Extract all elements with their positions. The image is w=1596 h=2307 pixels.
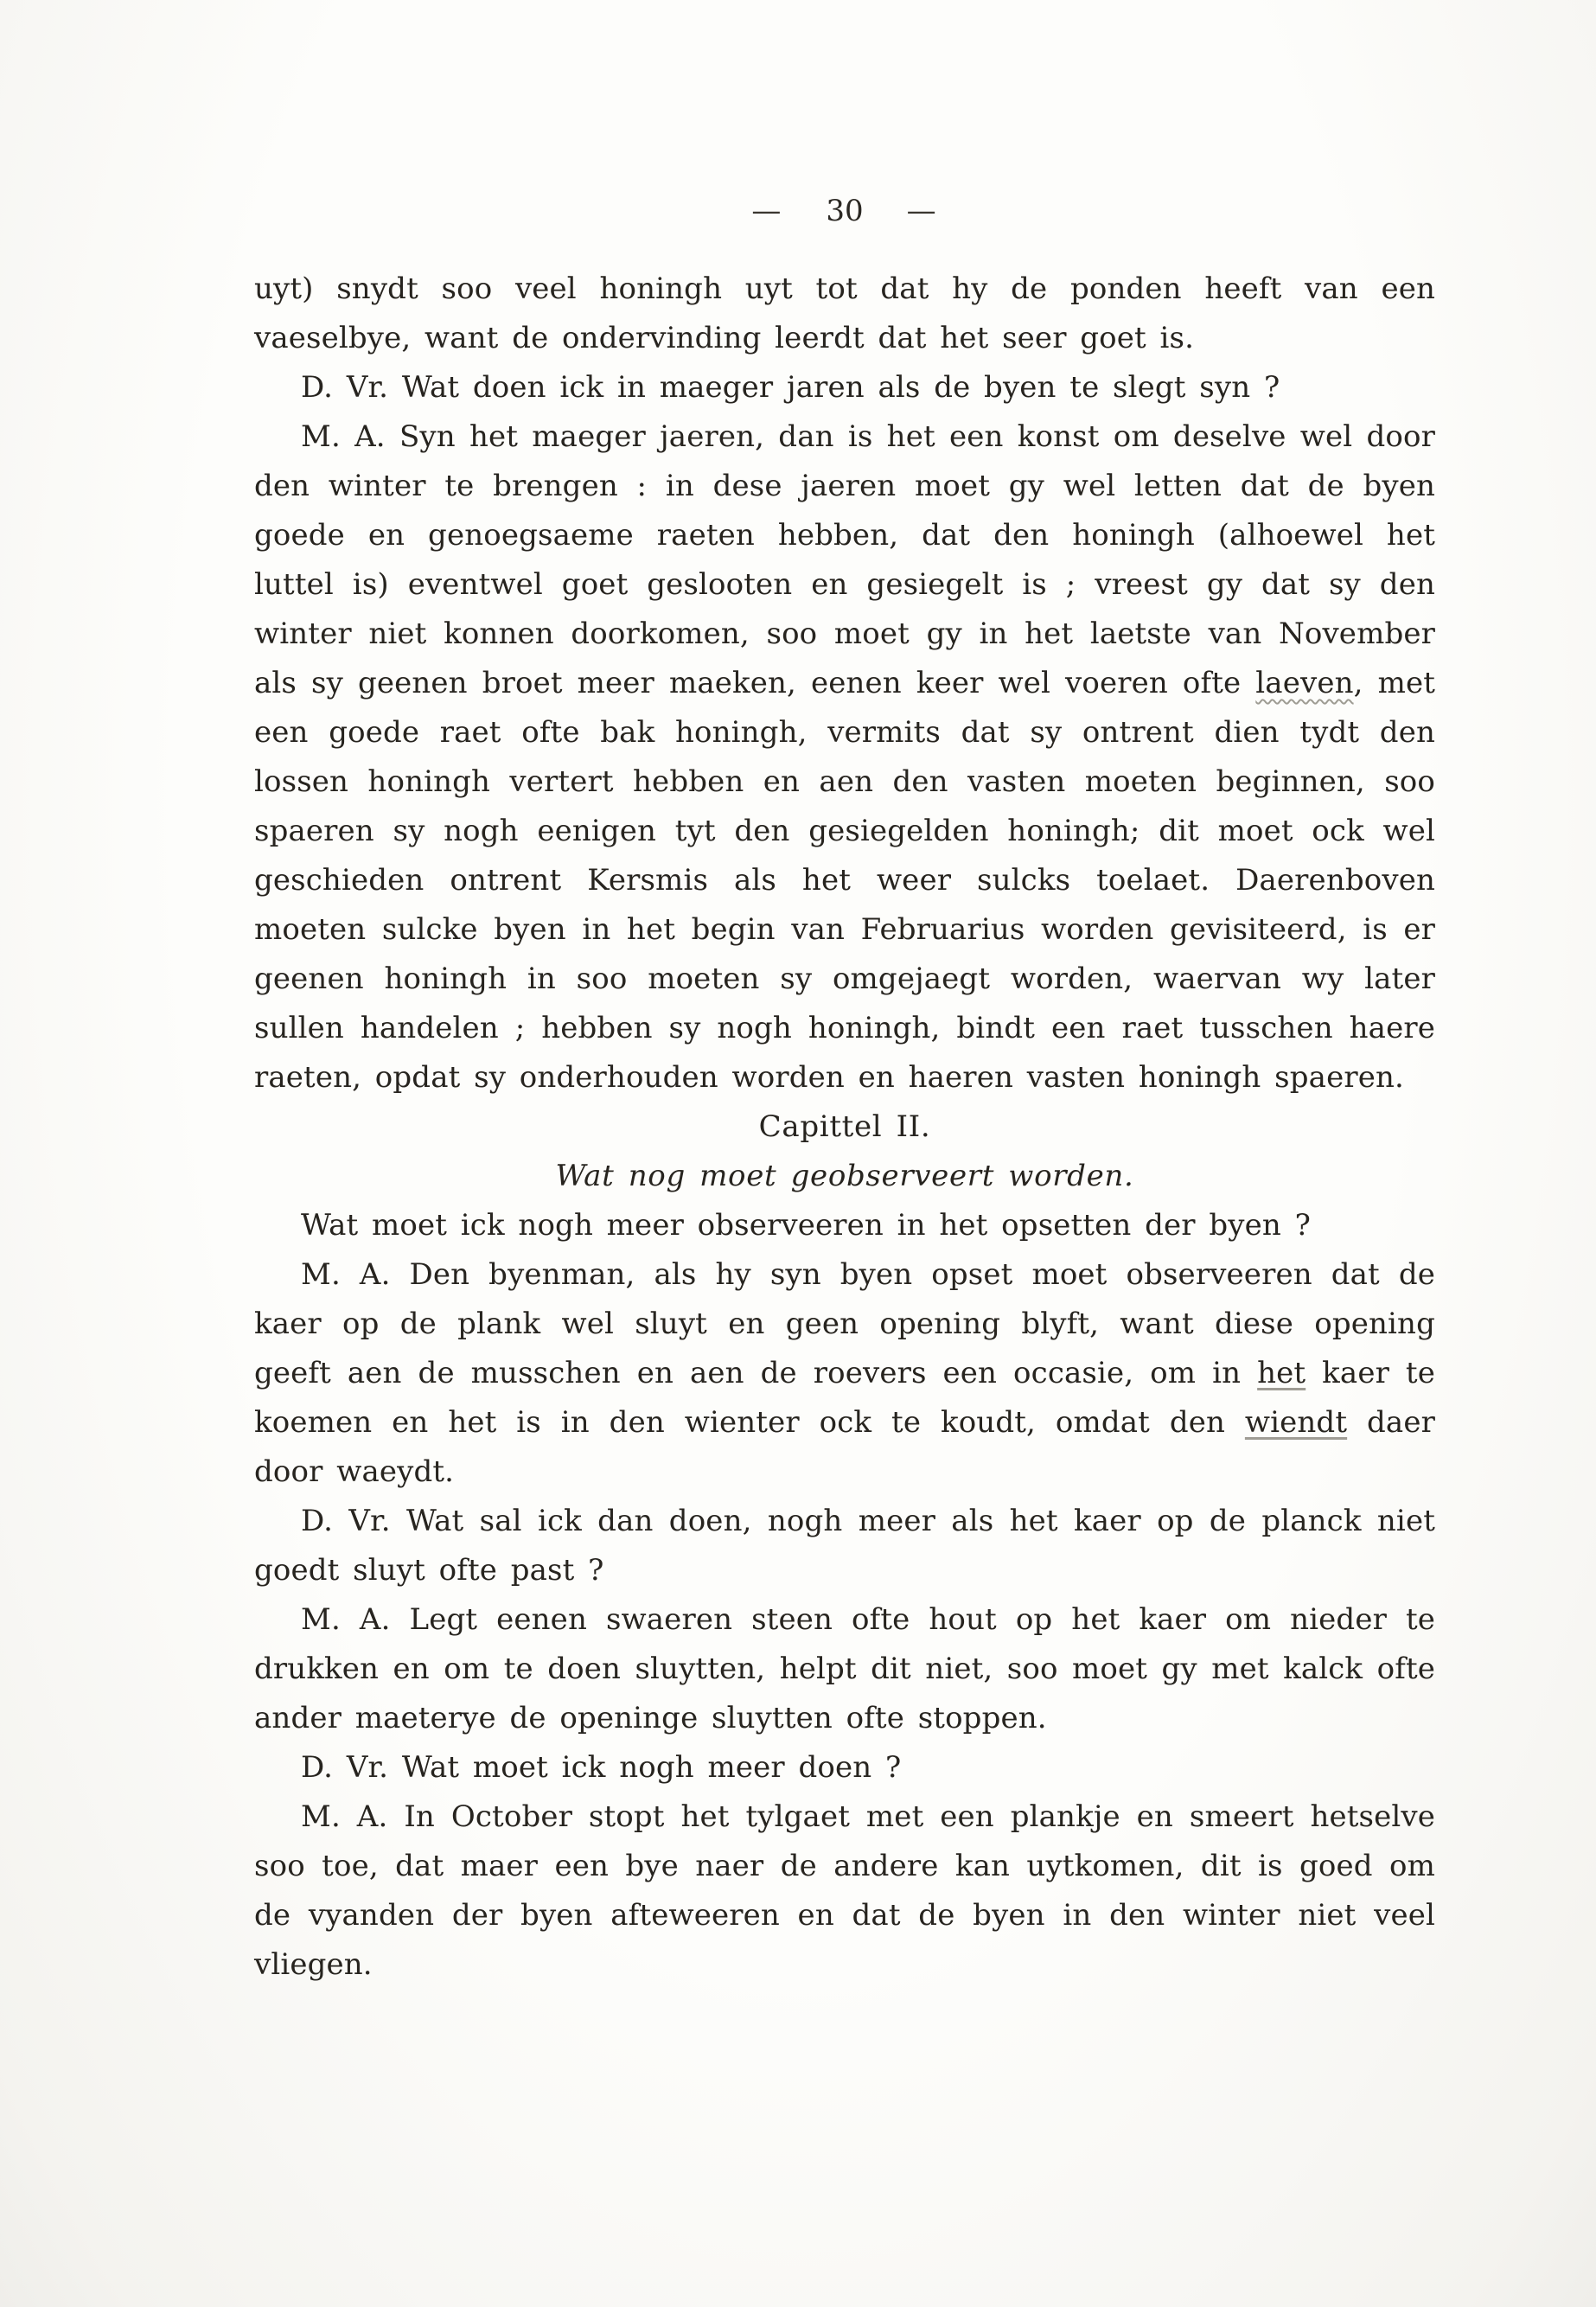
text-segment: , met een goede raet ofte bak honingh, vermits dat sy ontrent dien tydt den lossen honingh vertert hebben en aen den vasten moeten beginnen, soo spaeren sy nogh eenigen tyt den gesiegelden honingh; dit moet ock wel geschieden ontrent Kersmis als het weer sulcks toelaet. Daerenboven moeten sulcke byen in het begin van Februarius worden gevisiteerd, is er geenen honingh in soo moeten sy omgejaegt worden, waervan wy later sullen handelen ; hebben sy nogh honingh, bindt een raet tusschen haere raeten, opdat sy onderhouden worden en haeren vasten honingh spaeren. bbox=[254, 666, 1435, 1095]
text-segment: M. A. In October stopt het tylgaet met een plankje en smeert hetselve soo toe, dat maer een bye naer de andere kan uytkomen, dit is goed om de vyanden der byen afteweeren en dat de byen in den winter niet veel vliegen. bbox=[254, 1799, 1435, 1982]
paragraph-question bbox=[254, 1743, 1435, 1793]
pencil-underline-annotation: het bbox=[1257, 1356, 1306, 1390]
pencil-underline-annotation: laeven bbox=[1255, 666, 1354, 700]
paragraph-answer bbox=[254, 1793, 1435, 1990]
body-text-block bbox=[254, 265, 1435, 1990]
page-header bbox=[254, 194, 1435, 228]
text-segment: uyt) snydt soo veel honingh uyt tot dat hy de ponden heeft van een vaeselbye, want de ondervinding leerdt dat het seer goet is. bbox=[254, 272, 1435, 355]
text-segment: daer door waeydt. bbox=[254, 1405, 1435, 1489]
page-number-dash-left: — bbox=[751, 194, 783, 228]
paragraph-answer bbox=[254, 412, 1435, 1102]
paragraph-continuation bbox=[254, 265, 1435, 363]
paragraph-answer bbox=[254, 1250, 1435, 1497]
paragraph-question bbox=[254, 1497, 1435, 1595]
chapter-heading: Capittel II. bbox=[758, 1109, 931, 1144]
chapter-subheading: Wat nog moet geobserveert worden. bbox=[555, 1159, 1134, 1193]
text-segment: D. Vr. Wat sal ick dan doen, nogh meer als het kaer op de planck niet goedt sluyt ofte past ? bbox=[254, 1504, 1435, 1588]
text-segment: M. A. Legt eenen swaeren steen ofte hout op het kaer om nieder te drukken en om te doen sluytten, helpt dit niet, soo moet gy met kalck ofte ander maeterye de openinge sluytten ofte stoppen. bbox=[254, 1602, 1435, 1735]
text-segment: Wat moet ick nogh meer observeeren in het opsetten der byen ? bbox=[301, 1208, 1311, 1243]
text-segment: M. A. Den byenman, als hy syn byen opset moet observeeren dat de kaer op de plank wel sluyt en geen opening blyft, want diese opening geeft aen de musschen en aen de roevers een occasie, om in bbox=[254, 1257, 1435, 1390]
pencil-underline-annotation: wiendt bbox=[1244, 1405, 1348, 1440]
text-segment: D. Vr. Wat doen ick in maeger jaren als de byen te slegt syn ? bbox=[301, 370, 1280, 405]
page-number-dash-right: — bbox=[906, 194, 938, 228]
paragraph-question bbox=[254, 363, 1435, 412]
page-number: 30 bbox=[826, 194, 864, 228]
text-segment: M. A. Syn het maeger jaeren, dan is het een konst om deselve wel door den winter te brengen : in dese jaeren moet gy wel letten dat de byen goede en genoegsaeme raeten hebben, dat den honingh (alhoewel het luttel is) eventwel goet geslooten en gesiegelt is ; vreest gy dat sy den winter niet konnen doorkomen, soo moet gy in het laetste van November als sy geenen broet meer maeken, eenen keer wel voeren ofte bbox=[254, 419, 1435, 700]
paragraph-answer bbox=[254, 1595, 1435, 1743]
text-segment: D. Vr. Wat moet ick nogh meer doen ? bbox=[301, 1750, 902, 1785]
text-segment: kaer te koemen en het is in den wienter ock te koudt, omdat den bbox=[254, 1356, 1435, 1440]
paragraph-question bbox=[254, 1201, 1435, 1250]
